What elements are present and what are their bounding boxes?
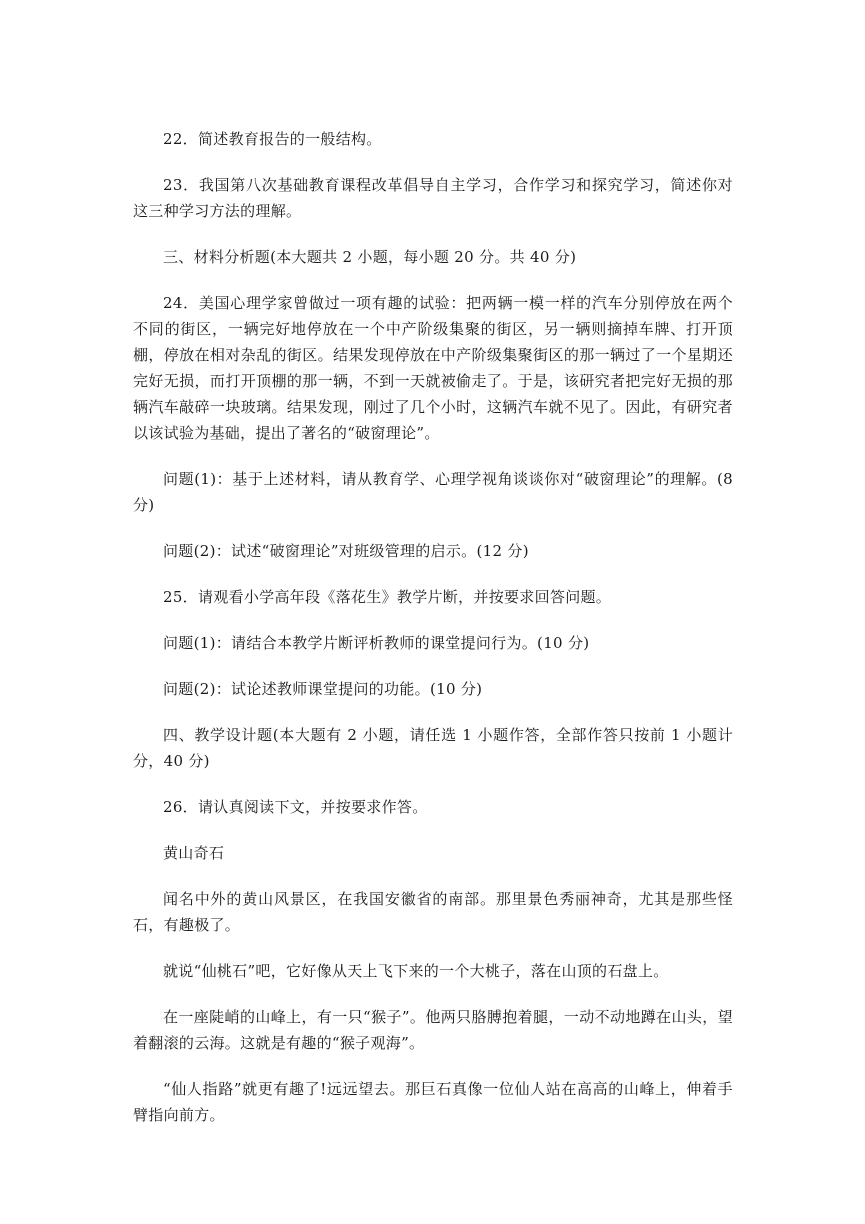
question-24-material: 24．美国心理学家曾做过一项有趣的试验：把两辆一模一样的汽车分别停放在两个不同的街区，一辆完好地停放在一个中产阶级集聚的街区，另一辆则摘掉车牌、打开顶棚，停放在相对杂乱的街区。结果发现停放在中产阶级集聚街区的那一辆过了一个星期还完好无损，而打开顶棚的那一辆，不到一天就被偷走了。于是，该研究者把完好无损的那辆汽车敲碎一块玻璃。结果发现，刚过了几个小时，这辆汽车就不见了。因此，有研究者以该试验为基础，提出了著名的“破窗理论”。 [133,294,733,442]
question-22: 22．简述教育报告的一般结构。 [163,130,382,148]
question-25-part-1: 问题(1)：请结合本教学片断评析教师的课堂提问行为。(10 分) [163,634,590,652]
passage-paragraph: 闻名中外的黄山风景区，在我国安徽省的南部。那里景色秀丽神奇，尤其是那些怪石，有趣极了。 [133,890,733,934]
passage-title: 黄山奇石 [163,844,225,862]
passage-paragraph: 在一座陡峭的山峰上，有一只“猴子”。他两只胳膊抱着腿，一动不动地蹲在山头，望着翻滚的云海。这就是有趣的“猴子观海”。 [133,1008,733,1052]
question-23: 23．我国第八次基础教育课程改革倡导自主学习，合作学习和探究学习，简述你对这三种学习方法的理解。 [133,176,733,220]
document-page [133,126,733,1148]
question-24-part-2: 问题(2)：试述“破窗理论”对班级管理的启示。(12 分) [163,542,529,560]
question-25: 25．请观看小学高年段《落花生》教学片断，并按要求回答问题。 [163,588,612,606]
section-heading-material-analysis: 三、材料分析题(本大题共 2 小题，每小题 20 分。共 40 分) [163,248,577,266]
passage-paragraph: “仙人指路”就更有趣了!远远望去。那巨石真像一位仙人站在高高的山峰上，伸着手臂指向前方。 [133,1080,733,1124]
section-heading-teaching-design: 四、教学设计题(本大题有 2 小题，请任选 1 小题作答，全部作答只按前 1 小题计分，40 分) [133,726,733,770]
passage-paragraph: 就说“仙桃石”吧，它好像从天上飞下来的一个大桃子，落在山顶的石盘上。 [163,962,669,980]
question-25-part-2: 问题(2)：试论述教师课堂提问的功能。(10 分) [163,680,483,698]
question-26: 26．请认真阅读下文，并按要求作答。 [163,798,428,816]
question-24-part-1: 问题(1)：基于上述材料，请从教育学、心理学视角谈谈你对“破窗理论”的理解。(8 分) [133,470,733,514]
